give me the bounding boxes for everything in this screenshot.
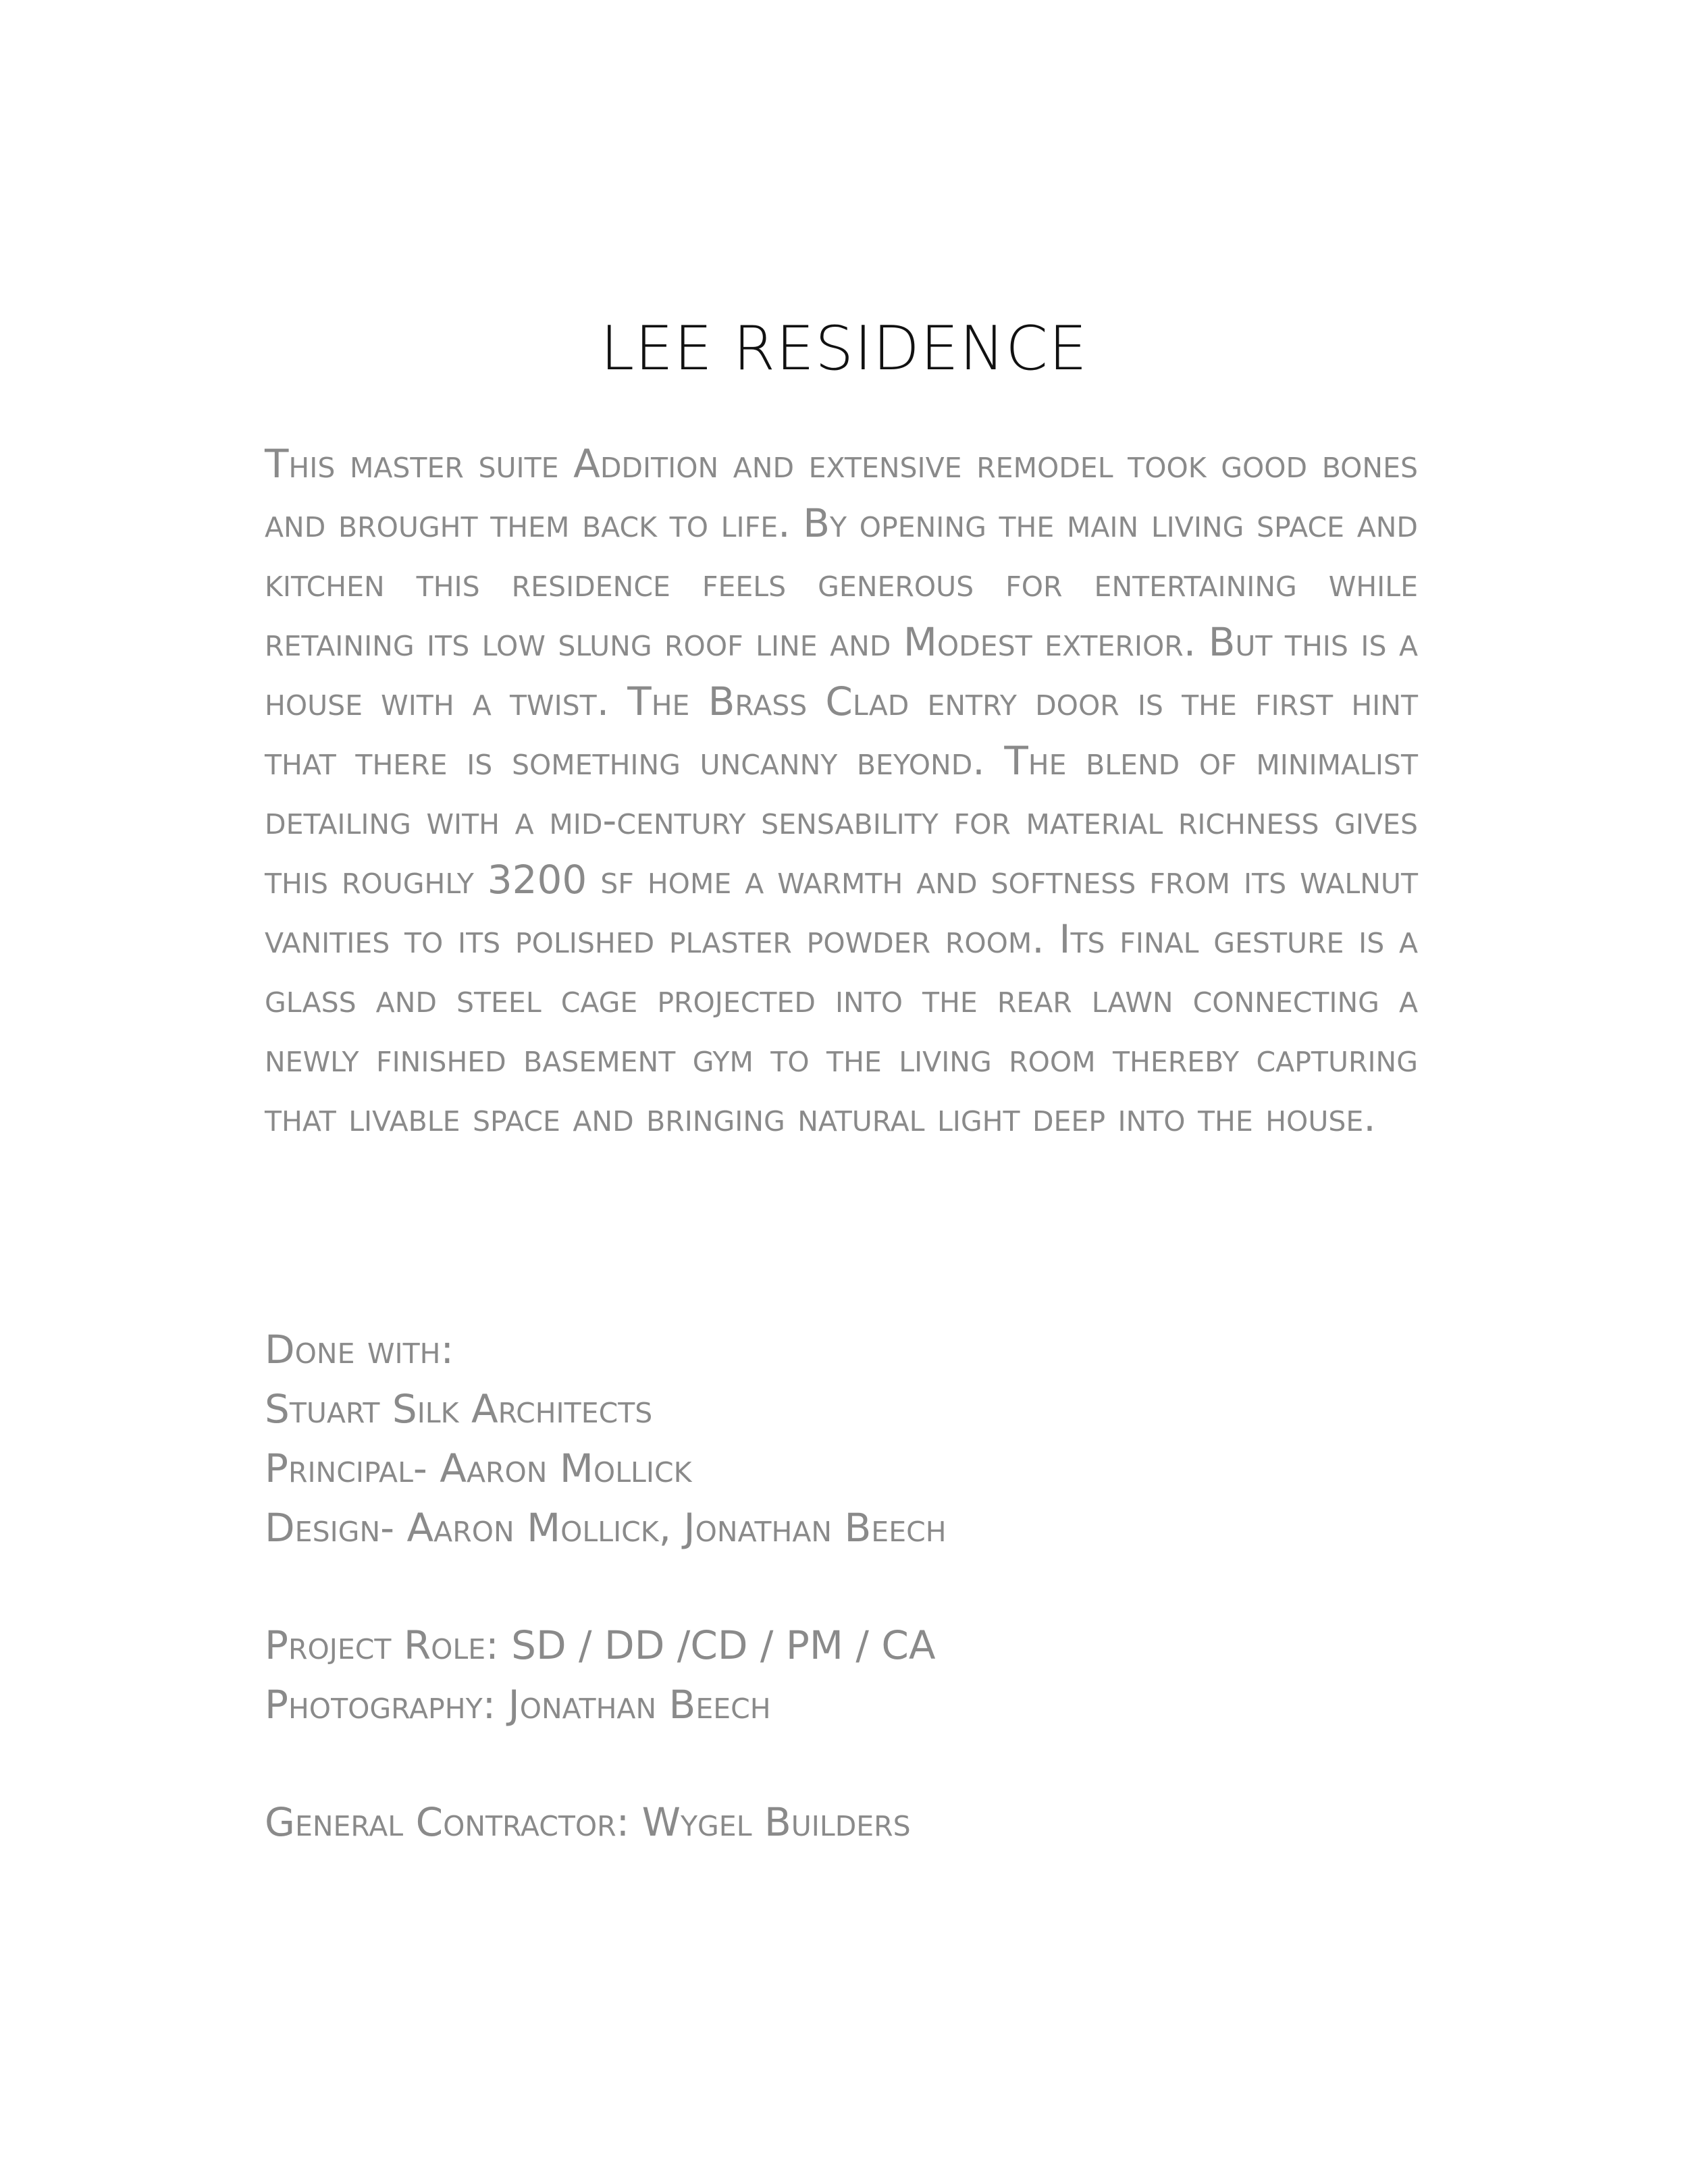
role-block: [265, 1616, 1418, 1734]
page-title: LEE RESIDENCE: [600, 313, 1088, 384]
firm-name: Stuart Silk Architects: [265, 1386, 653, 1432]
done-with-label: Done with:: [265, 1327, 454, 1373]
principal-credit: Principal- Aaron Mollick: [265, 1445, 692, 1491]
photography-credit: Photography: Jonathan Beech: [265, 1682, 771, 1728]
collaborators-block: [265, 1320, 1418, 1557]
project-description: This master suite Addition and extensive remodel took good bones and brought them back to life. By opening the main living space and kitchen this residence feels generous for entertaining while retaining its low slung roof line and Modest exterior. But this is a house with a twist. The Brass Clad entry door is the first hint that there is something uncanny beyond. The blend of minimalist detailing with a mid-century sensability for material richness gives this roughly 3200 sf home a warmth and softness from its walnut vanities to its polished plaster powder room. Its final gesture is a glass and steel cage projected into the rear lawn connecting a newly finished basement gym to the living room thereby capturing that livable space and bringing natural light deep into the house.: [265, 441, 1418, 1140]
design-credit: Design- Aaron Mollick, Jonathan Beech: [265, 1505, 947, 1551]
contractor-block: [265, 1792, 1418, 1852]
general-contractor: General Contractor: Wygel Builders: [265, 1799, 911, 1845]
project-role: Project Role: SD / DD /CD / PM / CA: [265, 1622, 936, 1668]
